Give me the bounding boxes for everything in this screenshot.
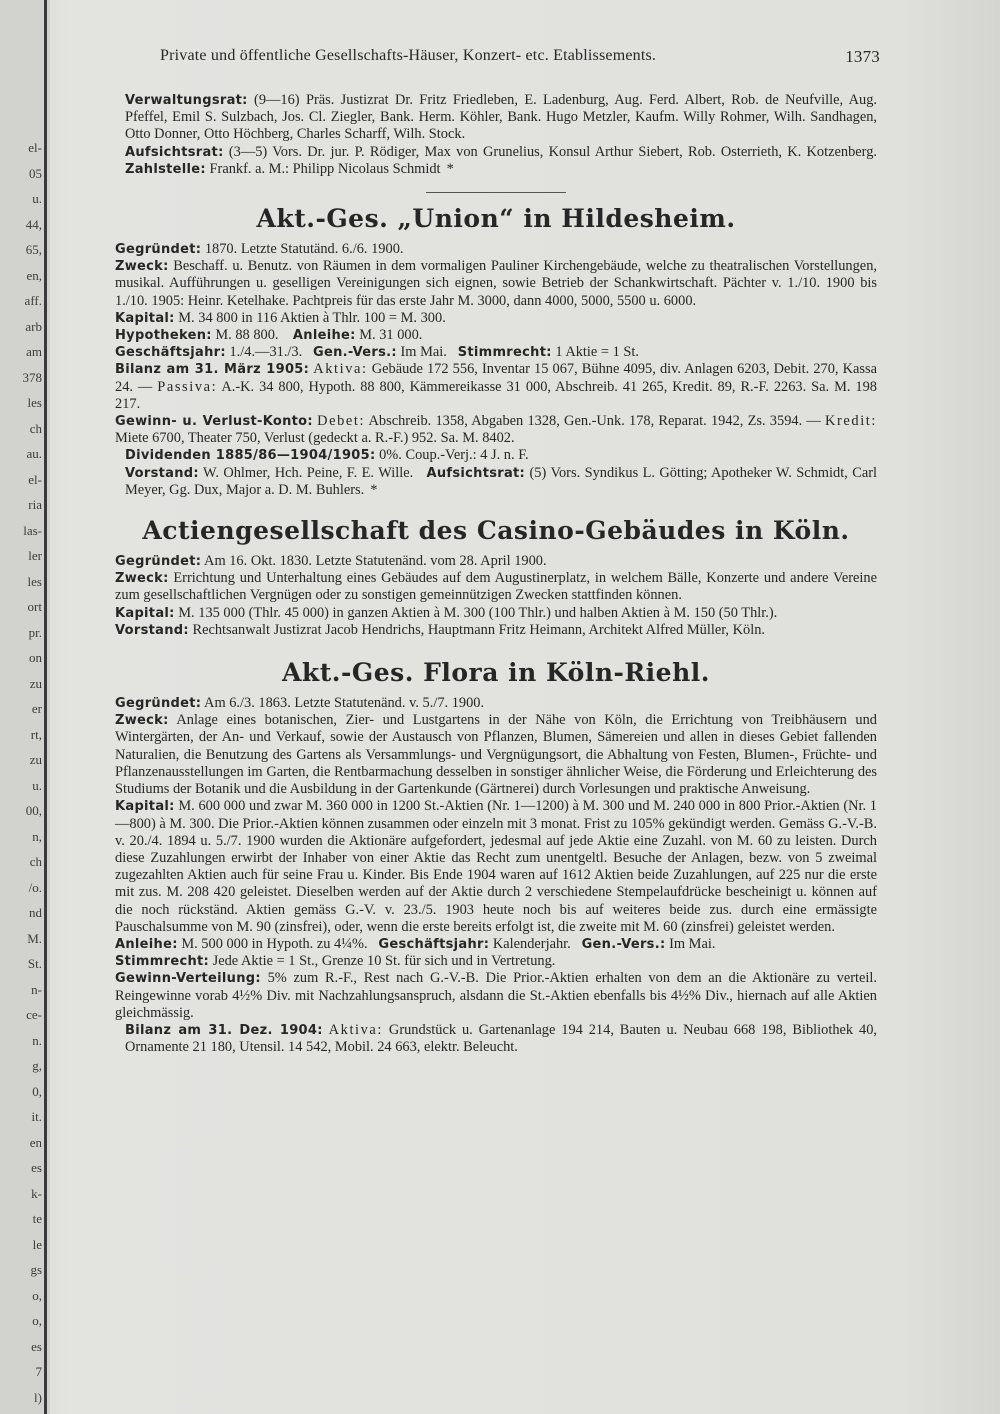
- vorstand-text: W. Ohlmer, Hch. Peine, F. E. Wille.: [198, 464, 414, 481]
- running-header: [160, 47, 880, 73]
- gegruendet-label: Gegründet:: [115, 696, 202, 712]
- margin-fragment: n.: [32, 1032, 42, 1048]
- hypotheken-label: Hypotheken:: [115, 328, 212, 344]
- margin-fragment: n,: [32, 828, 42, 844]
- vorstand-label: Vorstand:: [115, 622, 189, 638]
- margin-fragment: el-: [28, 471, 42, 487]
- margin-fragment: zu: [29, 675, 42, 691]
- debet-text: Abschreib. 1358, Abgaben 1328, Gen.-Unk. 178, Reparat. 1942, Zs. 3594. —: [365, 413, 821, 430]
- genvers-label: Gen.-Vers.:: [313, 345, 397, 361]
- anleihe-text: M. 31 000.: [355, 327, 423, 344]
- margin-fragment: las-: [23, 522, 42, 538]
- union-kapital: [115, 310, 877, 327]
- gegruendet-text: Am 6./3. 1863. Letzte Statutenänd. v. 5./7. 1900.: [201, 695, 485, 712]
- union-geschaeftsjahr: [115, 344, 877, 361]
- company-title-flora: Akt.-Ges. Flora in Köln-Riehl.: [282, 658, 710, 688]
- aktiva-label: Aktiva:: [313, 361, 368, 378]
- margin-fragment: 00,: [25, 803, 42, 818]
- margin-fragment: k-: [31, 1185, 42, 1201]
- debet-label: Debet:: [317, 413, 366, 430]
- margin-fragment: 05: [29, 165, 42, 181]
- margin-fragment: ort: [27, 599, 42, 614]
- gegruendet-label: Gegründet:: [115, 554, 202, 570]
- margin-fragment: aff.: [24, 293, 42, 308]
- margin-fragment: les: [27, 573, 42, 589]
- gewinn-label: Gewinn-Verteilung:: [115, 971, 261, 987]
- aufsichtsrat-text: (3—5) Vors. Dr. jur. P. Rödiger, Max von Grunelius, Konsul Arthur Siebert, Rob. Osterrieth, K. Kotzenberg.: [223, 143, 877, 160]
- aufsichtsrat-label: Aufsichtsrat:: [125, 144, 224, 160]
- margin-fragment: ch: [29, 420, 42, 436]
- union-bilanz: [115, 361, 877, 413]
- margin-fragment: el-: [28, 140, 42, 155]
- flora-zweck: [115, 712, 877, 798]
- kapital-text: M. 34 800 in 116 Aktien à Thlr. 100 = M. 300.: [174, 309, 446, 326]
- zahlstelle-label: Zahlstelle:: [125, 161, 206, 177]
- entry-end-star: *: [370, 481, 378, 498]
- passiva-text: A.-K. 34 800, Hypoth. 88 800, Kämmereikasse 31 000, Abschreib. 41 265, Kredit. 89, R.-F. 2263. Sa. M. 198 217.: [115, 378, 877, 412]
- stimmrecht-label: Stimmrecht:: [457, 345, 552, 361]
- anleihe-label: Anleihe:: [292, 328, 356, 344]
- union-zweck: [115, 258, 877, 310]
- entry-casino-koeln: [115, 515, 877, 639]
- margin-fragment: gs: [30, 1262, 42, 1277]
- kapital-label: Kapital:: [115, 310, 175, 326]
- company-title-casino: Actiengesellschaft des Casino-Gebäudes in Köln.: [142, 516, 850, 546]
- margin-fragment: pr.: [28, 624, 42, 640]
- margin-fragment: les: [27, 395, 42, 410]
- margin-fragment: it.: [31, 1109, 42, 1124]
- header-title: Private und öffentliche Gesellschafts-Häuser, Konzert- etc. Etablissements.: [160, 47, 657, 64]
- stimmrecht-text: 1 Aktie = 1 St.: [551, 344, 639, 361]
- gegruendet-label: Gegründet:: [115, 242, 202, 258]
- flora-gegruendet: [115, 695, 877, 712]
- entry-union-hildesheim: [115, 203, 877, 499]
- casino-zweck: [115, 570, 877, 604]
- margin-fragment: en: [29, 1134, 42, 1150]
- casino-kapital: [115, 605, 877, 622]
- union-guv: [115, 413, 877, 447]
- margin-fragment: arb: [25, 318, 42, 334]
- margin-fragment: au.: [26, 446, 42, 461]
- aufsichtsrat-para: [115, 144, 877, 178]
- margin-fragment: ch: [29, 854, 42, 869]
- geschaeftsjahr-text: 1./4.—31./3.: [225, 344, 303, 361]
- margin-fragment: u.: [32, 777, 42, 793]
- vorstand-text: Rechtsanwalt Justizrat Jacob Hendrichs, Hauptmann Fritz Heimann, Architekt Alfred Müller, Köln.: [188, 621, 765, 638]
- margin-fragment: te: [32, 1211, 42, 1226]
- zweck-label: Zweck:: [115, 571, 169, 587]
- vorstand-label: Vorstand:: [125, 465, 199, 481]
- margin-fragment: 65,: [25, 242, 42, 257]
- flora-kapital: [115, 798, 877, 936]
- flora-anleihe: [115, 936, 877, 953]
- margin-fragment: 0,: [32, 1083, 42, 1099]
- entry-end-star: *: [446, 160, 454, 177]
- verwaltungsrat-para: [115, 92, 877, 144]
- margin-fragment: am: [26, 344, 42, 359]
- aufsichtsrat-label: Aufsichtsrat:: [426, 465, 526, 481]
- zweck-text: Beschaff. u. Benutz. von Räumen in dem vormaligen Pauliner Kirchengebäude, welche zu theatralischen Vorstellungen, musikal. Aufführungen u. geselligen Vereinigungen sich eignen, sowie Betrieb der Schankwirtschaft. Pächter v. 1./10. 1900 bis 1./10. 1905: Heinr. Ketelhake. Pachtpreis für das erste Jahr M. 3000, dann 4000, 5000, 5500 u. 6000.: [115, 258, 877, 309]
- previous-entry-continuation: [115, 92, 877, 178]
- margin-fragment: 44,: [25, 216, 42, 232]
- margin-fragment: g,: [32, 1058, 42, 1073]
- margin-fragment: zu: [29, 752, 42, 767]
- genvers-label: Gen.-Vers.:: [581, 936, 666, 952]
- union-dividenden: [115, 447, 877, 464]
- margin-fragment: M.: [27, 930, 42, 946]
- margin-fragment: /o.: [28, 879, 42, 895]
- flora-gewinn: [115, 970, 877, 1022]
- stimmrecht-label: Stimmrecht:: [115, 954, 210, 970]
- margin-fragment: St.: [27, 956, 42, 971]
- page-content: [115, 92, 877, 1056]
- verwaltungsrat-label: Verwaltungsrat:: [125, 93, 248, 108]
- verwaltungsrat-text: (9—16) Präs. Justizrat Dr. Fritz Friedleben, E. Ladenburg, Aug. Ferd. Albert, Rob. de Neufville, Aug. Pfeffel, Emil S. Sulzbach, Jos. Cl. Ziegler, Bank. Herm. Köhler, Bank. Hugo Metzler, Kaufm. Willy Rohmer, Wilh. Sandhagen, Otto Donner, Otto Höchberg, Charles Scharff, Wilh. Stock.: [125, 92, 877, 143]
- kapital-text: M. 600 000 und zwar M. 360 000 in 1200 St.-Aktien (Nr. 1—1200) à M. 300 und M. 240 000 in 800 Prior.-Aktien (Nr. 1—800) à M. 300. Die Prior.-Aktien können zusammen oder einzeln mit 3 monat. Frist zu 105% gekündigt werden. Gemäss G.-V.-B. v. 20./4. 1894 u. 5./7. 1900 wurden die Aktionäre aufgefordert, jedesmal auf jede Aktie eine Zuzahl. von M. 60 zu leisten. Durch diese Zuzahlungen erwirbt der Inhaber von einer Aktie das Recht zum unentgeltl. Besuche der Anlagen, bezw. von 5 zweimal zugezahlten Aktien auch für seine Frau u. Kinder. Bis Ende 1904 waren auf 1612 Aktien beide Zuzahlungen, auf 225 nur die erste mit zus. M. 208 420 geleistet. Dieselben werden auf der Aktie durch 2 verschiedene Stempelaufdrücke bescheinigt u. können auf die noch rückständ. Aktien gemäss G.-V. v. 23./5. 1903 heute noch bis auf weiteres beide zus. durch eine ermässigte Pauschalsumme von M. 90 (zinsfrei), oder, wenn die erste bereits erfolgt ist, die zweite mit M. 60 (zinsfrei) geleistet werden.: [115, 798, 877, 935]
- margin-fragment: le: [32, 1236, 42, 1252]
- gegruendet-text: 1870. Letzte Statutänd. 6./6. 1900.: [201, 241, 404, 258]
- kredit-label: Kredit:: [825, 413, 877, 430]
- aufsichtsrat-text: (5) Vors. Syndikus L. Götting; Apotheker W. Schmidt, Carl Meyer, Gg. Dux, Major a. D. M. Buhlers.: [125, 464, 877, 498]
- genvers-text: Im Mai.: [396, 344, 447, 361]
- margin-fragment: 7: [35, 1364, 42, 1379]
- stimmrecht-text: Jede Aktie = 1 St., Grenze 10 St. für sich und in Vertretung.: [209, 953, 556, 970]
- margin-fragment: o,: [32, 1313, 42, 1328]
- kapital-label: Kapital:: [115, 605, 175, 621]
- margin-fragment: l): [34, 1389, 42, 1405]
- zweck-text: Errichtung und Unterhaltung eines Gebäudes auf dem Augustinerplatz, in welchem Bälle, Konzerte und andere Vereine zum gesellschaftlichen Vergnügen oder zu sonstigen gemeinnützigen Zwecken stattfinden können.: [115, 570, 877, 604]
- section-divider: [426, 192, 566, 193]
- union-vorstand: [115, 465, 877, 499]
- union-gegruendet: [115, 241, 877, 258]
- aktiva-label: Aktiva:: [328, 1021, 384, 1038]
- casino-vorstand: [115, 622, 877, 639]
- margin-fragment: u.: [32, 191, 42, 206]
- margin-fragment: en,: [26, 267, 42, 283]
- margin-fragment: rt,: [30, 726, 42, 742]
- geschaeftsjahr-text: Kalenderjahr.: [489, 935, 571, 952]
- geschaeftsjahr-label: Geschäftsjahr:: [378, 936, 490, 952]
- kapital-text: M. 135 000 (Thlr. 45 000) in ganzen Aktien à M. 300 (100 Thlr.) und halben Aktien à M. 150 (50 Thlr.).: [174, 604, 778, 621]
- kredit-text: Miete 6700, Theater 750, Verlust (gedeckt a. R.-F.) 952. Sa. M. 8402.: [115, 430, 515, 447]
- zweck-label: Zweck:: [115, 259, 169, 275]
- margin-fragment: ria: [28, 497, 42, 512]
- flora-bilanz: [115, 1022, 877, 1056]
- dividenden-label: Dividenden 1885/86—1904/1905:: [125, 448, 376, 464]
- union-hypotheken: [115, 327, 877, 344]
- genvers-text: Im Mai.: [665, 935, 716, 952]
- flora-stimmrecht: [115, 953, 877, 970]
- gegruendet-text: Am 16. Okt. 1830. Letzte Statutenänd. vom 28. April 1900.: [201, 553, 547, 570]
- entry-flora-koeln-riehl: [115, 657, 877, 1056]
- margin-fragment: on: [29, 650, 42, 665]
- zweck-text: Anlage eines botanischen, Zier- und Lustgartens in der Nähe von Köln, die Errichtung von Treibhäusern und Wintergärten, der An- und Verkauf, sowie der Austausch von Pflanzen, Blumen, Sämereien und allen in dieses Gebiet fallenden Naturalien, die Benutzung des Gartens als Versammlungs- und Vergnügungsort, die Abhaltung von Festen, Blumen-, Früchte- und Pflanzenausstellungen im Garten, die Rentbarmachung desselben in sonstiger ähnlicher Weise, die Förderung und Erleichterung des Studiums der Botanik und die Ausbildung in der Gartenkunde (Gärtnerei) durch Vorlesungen und praktische Anweisung.: [115, 712, 877, 798]
- gewinn-text: 5% zum R.-F., Rest nach G.-V.-B. Die Prior.-Aktien erhalten von dem an die Aktionäre zu verteil. Reingewinne vorab 4½% Div. mit Nachzahlungsanspruch, alsdann die St.-Aktien ebenfalls bis 4½% Div., hiernach auf alle Aktien gleichmässig.: [115, 970, 877, 1021]
- guv-label: Gewinn- u. Verlust-Konto:: [115, 414, 313, 430]
- margin-fragment: es: [31, 1160, 42, 1175]
- anleihe-text: M. 500 000 in Hypoth. zu 4¼%.: [177, 935, 368, 952]
- bilanz-label: Bilanz am 31. März 1905:: [115, 362, 310, 378]
- margin-fragment: ce-: [26, 1007, 42, 1022]
- gutter-divider: [44, 0, 47, 1414]
- zweck-label: Zweck:: [115, 713, 169, 729]
- margin-fragment: nd: [29, 905, 42, 920]
- geschaeftsjahr-label: Geschäftsjahr:: [115, 345, 226, 361]
- margin-fragment: n-: [31, 981, 42, 997]
- aktiva-text: Gebäude 172 556, Inventar 15 067, Bühne 4095, div. Anlagen 6203, Debit. 270, Kassa 24. —: [115, 361, 877, 395]
- anleihe-label: Anleihe:: [115, 936, 178, 952]
- margin-fragment: 378: [22, 369, 42, 385]
- margin-fragment: o,: [32, 1287, 42, 1303]
- bilanz-label: Bilanz am 31. Dez. 1904:: [125, 1022, 323, 1038]
- kapital-label: Kapital:: [115, 799, 175, 815]
- zahlstelle-text: Frankf. a. M.: Philipp Nicolaus Schmidt: [205, 160, 441, 177]
- casino-gegruendet: [115, 553, 877, 570]
- hypotheken-text: M. 88 800.: [211, 327, 279, 344]
- margin-fragment: es: [31, 1338, 42, 1354]
- dividenden-text: 0%. Coup.-Verj.: 4 J. n. F.: [375, 447, 529, 464]
- page-number: 1373: [845, 47, 880, 66]
- company-title-union: Akt.-Ges. „Union“ in Hildesheim.: [256, 204, 736, 234]
- aktiva-text: Grundstück u. Gartenanlage 194 214, Bauten u. Neubau 668 198, Bibliothek 40, Ornamente 21 180, Utensil. 14 542, Mobil. 24 663, elektr. Beleucht.: [125, 1021, 877, 1056]
- margin-fragment: er: [31, 701, 42, 716]
- passiva-label: Passiva:: [157, 378, 218, 395]
- margin-fragment: ler: [28, 548, 42, 563]
